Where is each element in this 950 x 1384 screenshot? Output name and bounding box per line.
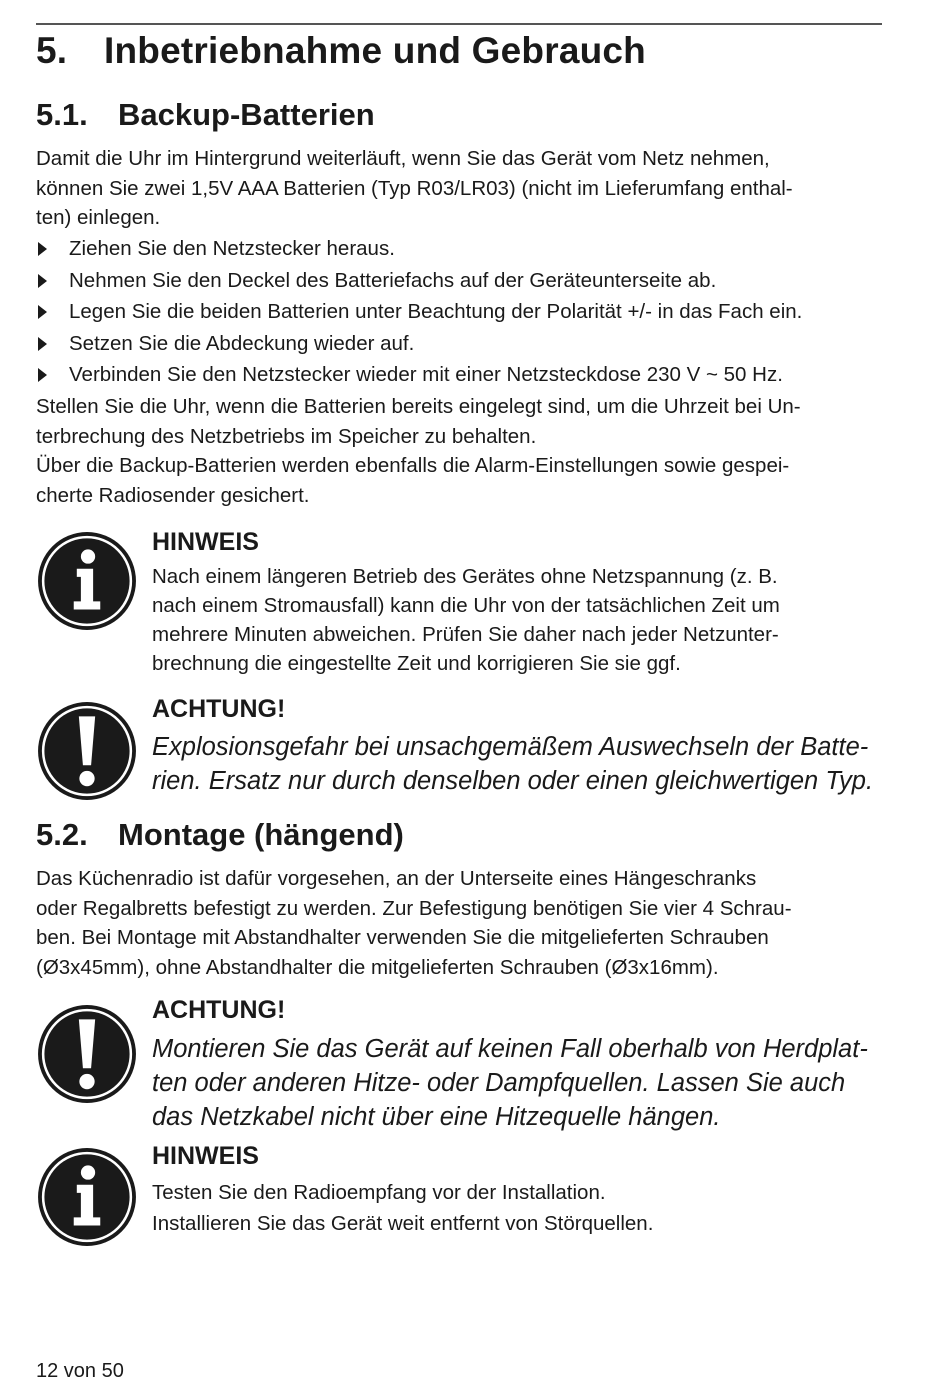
section-title: Inbetriebnahme und Gebrauch [104, 30, 646, 71]
backup-steps-list [36, 233, 886, 391]
text-line: Testen Sie den Radioempfang vor der Installation. [152, 1181, 606, 1204]
backup-intro-paragraph [36, 144, 886, 233]
page-number: 12 von 50 [36, 1360, 124, 1382]
section-number: 5. [36, 30, 68, 71]
note-title: HINWEIS [152, 1142, 259, 1170]
text-line: ben. Bei Montage mit Abstandhalter verwenden Sie die mitgelieferten Schrauben [36, 926, 769, 949]
backup-storage-paragraph [36, 392, 886, 451]
text-line: Nach einem längeren Betrieb des Gerätes ohne Netzspannung (z. B. [152, 565, 778, 588]
text-line: können Sie zwei 1,5V AAA Batterien (Typ R03/LR03) (nicht im Lieferumfang enthal- [36, 176, 793, 200]
text-line: Explosionsgefahr bei unsachgemäßem Auswechseln der Batte- [152, 733, 869, 761]
text-line: Damit die Uhr im Hintergrund weiterläuft, wenn Sie das Gerät vom Netz nehmen, [36, 147, 770, 170]
list-item [36, 359, 886, 391]
subsection-heading-mounting [36, 817, 404, 853]
text-line: mehrere Minuten abweichen. Prüfen Sie daher nach jeder Netzunter- [152, 623, 779, 646]
text-line: terbrechung des Netzbetriebs im Speicher zu behalten. [36, 424, 537, 448]
warning-exclamation-icon [36, 700, 138, 802]
text-line: Montieren Sie das Gerät auf keinen Fall oberhalb von Herdplat- [152, 1035, 868, 1063]
top-rule [36, 23, 882, 25]
text-line: ten) einlegen. [36, 206, 161, 229]
text-line: nach einem Stromausfall) kann die Uhr von der tatsächlichen Zeit um [152, 594, 780, 617]
text-line: Installieren Sie das Gerät weit entfernt von Störquellen. [152, 1212, 654, 1235]
text-line: Stellen Sie die Uhr, wenn die Batterien bereits eingelegt sind, um die Uhrzeit bei Un- [36, 395, 801, 418]
mounting-intro-paragraph [36, 864, 886, 982]
bullet-arrow-icon [38, 242, 47, 256]
warning-title: ACHTUNG! [152, 996, 286, 1024]
list-item-text: Legen Sie die beiden Batterien unter Beachtung der Polarität +/- in das Fach ein. [69, 300, 803, 323]
subsection-number: 5.2. [36, 817, 88, 852]
text-line: ten oder anderen Hitze- oder Dampfquellen. Lassen Sie auch [152, 1069, 846, 1097]
note-body [152, 1177, 892, 1239]
text-line: (Ø3x45mm), ohne Abstandhalter die mitgelieferten Schrauben (Ø3x16mm). [36, 955, 719, 979]
list-item [36, 328, 886, 360]
list-item-text: Verbinden Sie den Netzstecker wieder mit einer Netzsteckdose 230 V ~ 50 Hz. [69, 363, 783, 386]
text-line: Das Küchenradio ist dafür vorgesehen, an der Unterseite eines Hängeschranks [36, 867, 757, 890]
bullet-arrow-icon [38, 337, 47, 351]
note-title: HINWEIS [152, 528, 259, 556]
bullet-arrow-icon [38, 368, 47, 382]
list-item [36, 233, 886, 265]
list-item-text: Ziehen Sie den Netzstecker heraus. [69, 237, 395, 260]
subsection-heading-backup [36, 97, 375, 133]
backup-alarm-paragraph [36, 451, 886, 510]
subsection-number: 5.1. [36, 97, 88, 132]
list-item-text: Nehmen Sie den Deckel des Batteriefachs auf der Geräteunterseite ab. [69, 268, 717, 292]
info-icon [36, 1146, 138, 1248]
text-line: das Netzkabel nicht über eine Hitzequelle hängen. [152, 1103, 721, 1131]
text-line: Über die Backup-Batterien werden ebenfalls die Alarm-Einstellungen sowie gespei- [36, 454, 790, 477]
text-line: brechnung die eingestellte Zeit und korrigieren Sie sie ggf. [152, 652, 681, 675]
text-line: cherte Radiosender gesichert. [36, 483, 310, 507]
bullet-arrow-icon [38, 274, 47, 288]
warning-body [152, 730, 892, 798]
list-item [36, 265, 886, 297]
text-line: oder Regalbretts befestigt zu werden. Zur Befestigung benötigen Sie vier 4 Schrau- [36, 896, 792, 920]
manual-page [36, 0, 882, 1384]
bullet-arrow-icon [38, 305, 47, 319]
text-line: rien. Ersatz nur durch denselben oder einen gleichwertigen Typ. [152, 767, 874, 795]
info-icon [36, 530, 138, 632]
warning-exclamation-icon [36, 1003, 138, 1105]
section-heading [36, 30, 646, 72]
warning-title: ACHTUNG! [152, 695, 286, 723]
subsection-title: Backup-Batterien [118, 97, 375, 132]
note-body [152, 562, 892, 678]
list-item-text: Setzen Sie die Abdeckung wieder auf. [69, 331, 415, 355]
warning-body [152, 1032, 892, 1134]
subsection-title: Montage (hängend) [118, 817, 404, 852]
list-item [36, 296, 886, 328]
